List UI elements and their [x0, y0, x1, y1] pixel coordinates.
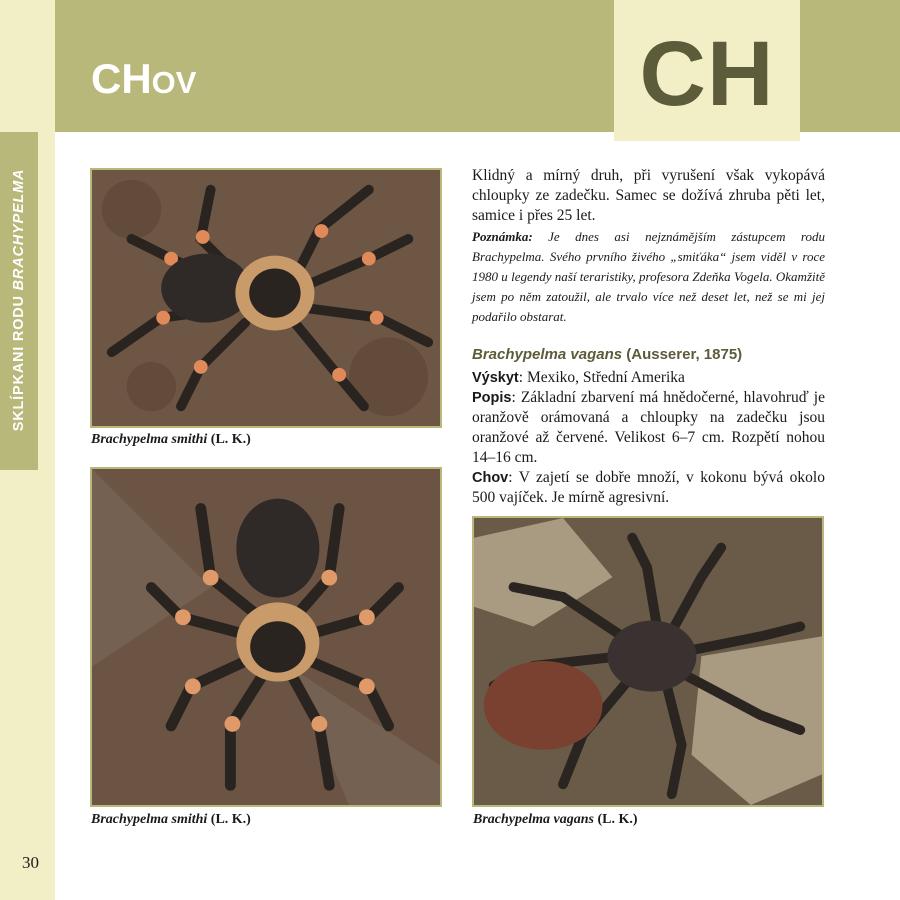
note-paragraph: Poznámka: Je dnes asi nejznámějším zástupcem rodu Brachypelma. Svého prvního živého „smiťáka“ jsem viděl v roce 1980 u legendy naší teraristiky, profesora Zdeňka Vogela. Okamžitě jsem po něm zatoužil, ale trvalo více než deset let, než se mi jej podařilo obstarat. — [472, 229, 825, 324]
species-occurrence: Výskyt: Mexiko, Střední Amerika — [472, 369, 685, 386]
photo-tarantula-smithi-2 — [90, 467, 442, 807]
species-description: Popis: Základní zbarvení má hnědočerné, hlavohruď je oranžově orámovaná a chloupky na zadečku jsou oranžové až červené. Velikost 6–7 cm. Rozpětí nohou 14–16 cm. — [472, 389, 825, 466]
species-breeding: Chov: V zajetí se dobře množí, v kokonu bývá okolo 500 vajíček. Je mírně agresivní. — [472, 469, 825, 506]
chapter-letter: CH — [639, 23, 775, 125]
photo-tarantula-smithi-1 — [90, 168, 442, 428]
photo-caption-2: Brachypelma smithi (L. K.) — [91, 812, 251, 827]
page-title: CHOV — [91, 55, 197, 102]
letter-box — [614, 0, 800, 141]
photo-caption-1: Brachypelma smithi (L. K.) — [91, 432, 251, 447]
photo-caption-3: Brachypelma vagans (L. K.) — [473, 812, 638, 827]
section-side-label: SKLÍPKANI RODU BRACHYPELMA — [11, 168, 27, 432]
page-number: 30 — [22, 853, 39, 872]
photo-tarantula-vagans — [472, 516, 824, 807]
intro-paragraph: Klidný a mírný druh, při vyrušení však vykopává chloupky ze zadečku. Samec se dožívá zhruba pěti let, samice i přes 25 let. — [472, 167, 825, 224]
species-heading: Brachypelma vagans (Ausserer, 1875) — [472, 346, 743, 363]
